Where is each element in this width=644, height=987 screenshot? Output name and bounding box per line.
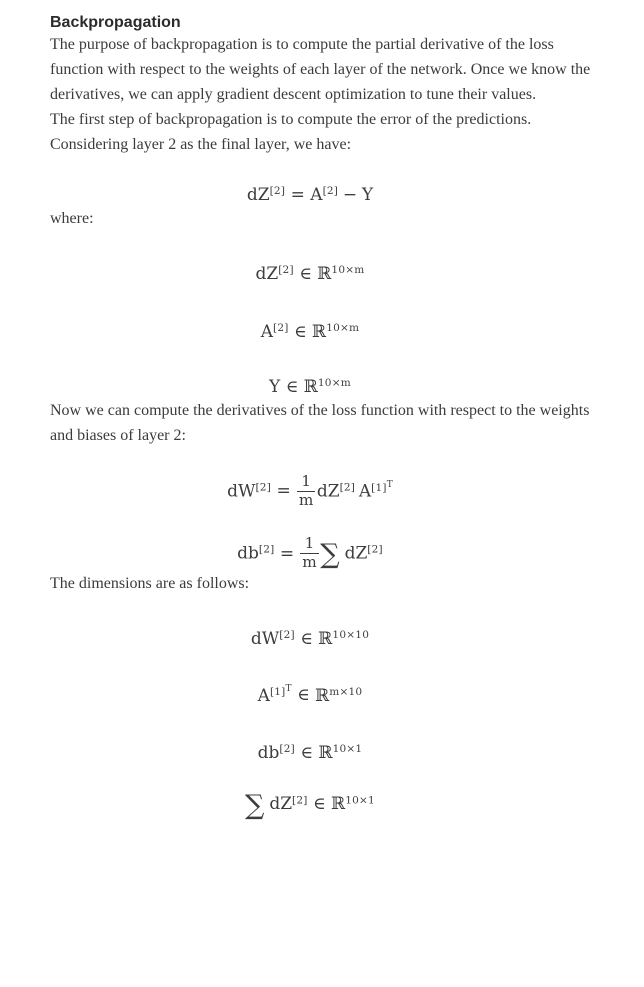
formula-dz2-dimension: dZ[2] ∈ ℝ$^{10\times m}$ xyxy=(255,264,365,285)
paragraph-dimensions: The dimensions are as follows: xyxy=(50,575,250,593)
paragraph-derivatives: Now we can compute the derivatives of the loss function with respect to the weights and biases of layer 2: xyxy=(50,402,590,444)
paragraph-purpose: The purpose of backpropagation is to compute the partial derivative of the loss function with respect to the weights of each layer of the network. Once we know the derivatives, we can apply gradient descent optimization to tune their values. xyxy=(50,36,591,103)
formula-dw2: dW[2] = $\frac{1}{m}$ dZ[2] $A^{[1]^T}$ xyxy=(227,472,393,509)
formula-y-dimension: Y ∈ ℝ$^{10\times m}$ xyxy=(269,376,351,397)
formula-a1t-dimension: $A^{[1]^T}$ ∈ ℝ$^{m\times 10}$ xyxy=(257,683,363,706)
formula-db2: db[2] = $\frac{1}{m}$ ∑ dZ[2] xyxy=(237,534,383,571)
formula-db2-dimension: db[2] ∈ ℝ$^{10\times 1}$ xyxy=(257,742,363,763)
formula-dz2-error: dZ[2] = A[2] − Y xyxy=(246,185,374,205)
paragraph-first-step: The first step of backpropagation is to compute the error of the predictions. Considering layer 2 as the final layer, we have: xyxy=(50,111,532,153)
formula-a2-dimension: A[2] ∈ ℝ$^{10\times m}$ xyxy=(260,321,360,342)
section-heading: Backpropagation xyxy=(50,14,181,31)
where-label: where: xyxy=(50,210,94,228)
formula-sum-dz2-dimension: ∑ dZ[2] ∈ ℝ$^{10\times 1}$ xyxy=(245,789,375,821)
formula-dw2-dimension: dW[2] ∈ ℝ$^{10\times 10}$ xyxy=(250,629,370,650)
